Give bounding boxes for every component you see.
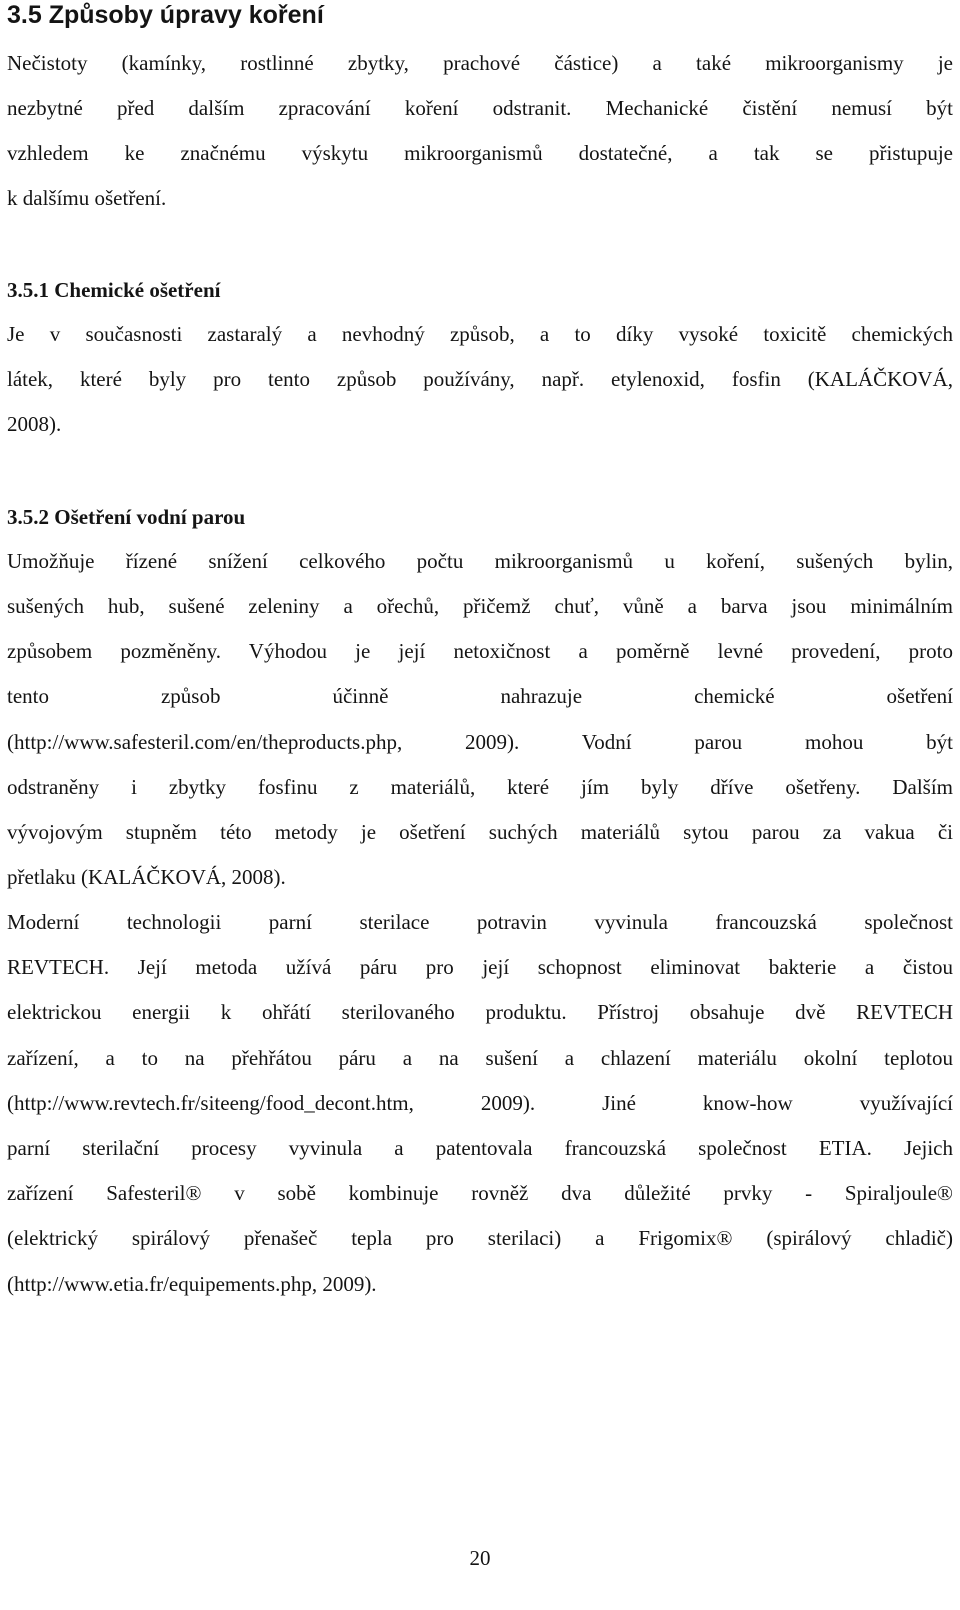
text-line: (http://www.safesteril.com/en/theproducts.php, 2009). Vodní parou mohou být xyxy=(7,730,953,754)
text-line: vývojovým stupněm této metody je ošetření suchých materiálů sytou parou za vakua či xyxy=(7,820,953,844)
text-line: sušených hub, sušené zeleniny a ořechů, přičemž chuť, vůně a barva jsou minimálním xyxy=(7,594,953,618)
text-line: 2008). xyxy=(7,412,62,436)
text-line: (http://www.revtech.fr/siteeng/food_decont.htm, 2009). Jiné know-how využívající xyxy=(7,1091,953,1115)
text-line: REVTECH. Její metoda užívá páru pro její schopnost eliminovat bakterie a čistou xyxy=(7,955,953,979)
subsection-heading-chemical: 3.5.1 Chemické ošetření xyxy=(7,278,221,302)
text-line: Nečistoty (kamínky, rostlinné zbytky, prachové částice) a také mikroorganismy je xyxy=(7,51,953,75)
text-line: Je v současnosti zastaralý a nevhodný způsob, a to díky vysoké toxicitě chemických xyxy=(7,322,953,346)
text-line: vzhledem ke značnému výskytu mikroorganismů dostatečné, a tak se přistupuje xyxy=(7,141,953,165)
text-line: k dalšímu ošetření. xyxy=(7,186,167,210)
text-line: Moderní technologii parní sterilace potravin vyvinula francouzská společnost xyxy=(7,910,953,934)
text-line: nezbytné před dalším zpracování koření odstranit. Mechanické čistění nemusí být xyxy=(7,96,953,120)
subsection-heading-steam: 3.5.2 Ošetření vodní parou xyxy=(7,505,246,529)
text-line: Umožňuje řízené snížení celkového počtu mikroorganismů u koření, sušených bylin, xyxy=(7,549,953,573)
text-line: (http://www.etia.fr/equipements.php, 2009). xyxy=(7,1272,377,1296)
text-line: způsobem pozměněny. Výhodou je její netoxičnost a poměrně levné provedení, proto xyxy=(7,639,953,663)
text-line: zařízení, a to na přehřátou páru a na sušení a chlazení materiálu okolní teplotou xyxy=(7,1046,953,1070)
text-line: látek, které byly pro tento způsob používány, např. etylenoxid, fosfin (KALÁČKOVÁ, xyxy=(7,367,953,391)
text-line: zařízení Safesteril® v sobě kombinuje rovněž dva důležité prvky - Spiraljoule® xyxy=(7,1181,953,1205)
page-number: 20 xyxy=(469,1546,491,1570)
text-line: přetlaku (KALÁČKOVÁ, 2008). xyxy=(7,865,286,889)
text-line: elektrickou energii k ohřátí sterilovaného produktu. Přístroj obsahuje dvě REVTECH xyxy=(7,1000,953,1024)
text-line: (elektrický spirálový přenašeč tepla pro sterilaci) a Frigomix® (spirálový chladič) xyxy=(7,1226,953,1250)
text-line: odstraněny i zbytky fosfinu z materiálů, které jím byly dříve ošetřeny. Dalším xyxy=(7,775,953,799)
text-line: parní sterilační procesy vyvinula a patentovala francouzská společnost ETIA. Jejich xyxy=(7,1136,953,1160)
section-heading: 3.5 Způsoby úpravy koření xyxy=(7,1,324,29)
text-line: tento způsob účinně nahrazuje chemické ošetření xyxy=(7,684,953,708)
